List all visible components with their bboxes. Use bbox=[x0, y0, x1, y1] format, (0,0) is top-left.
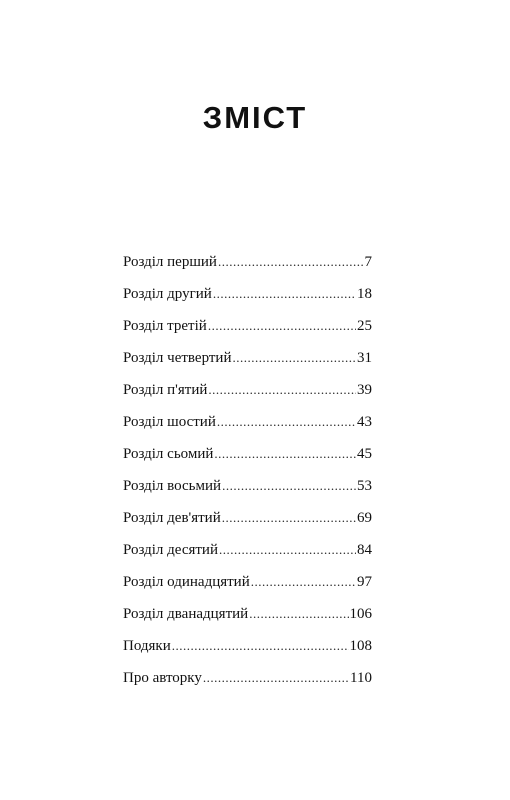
toc-dot-leader bbox=[208, 310, 356, 342]
toc-entry-label: Розділ дванадцятий bbox=[123, 606, 249, 622]
toc-entry[interactable] bbox=[123, 278, 372, 310]
toc-entry-page: 45 bbox=[357, 446, 372, 462]
toc-entry-page: 106 bbox=[349, 606, 372, 622]
toc-entry[interactable] bbox=[123, 566, 372, 598]
toc-entry-label: Розділ шостий bbox=[123, 414, 216, 430]
toc-entry[interactable] bbox=[123, 534, 372, 566]
toc-dot-leader bbox=[172, 630, 349, 662]
toc-dot-leader bbox=[251, 566, 356, 598]
toc-entry[interactable] bbox=[123, 310, 372, 342]
toc-entry-page: 69 bbox=[357, 510, 372, 526]
toc-dot-leader bbox=[222, 502, 356, 534]
toc-entry-label: Розділ одинадцятий bbox=[123, 574, 250, 590]
toc-entry-label: Розділ перший bbox=[123, 254, 217, 270]
toc-entry-label: Розділ сьомий bbox=[123, 446, 214, 462]
toc-entry-page: 7 bbox=[364, 254, 372, 270]
toc-entry[interactable] bbox=[123, 662, 372, 694]
toc-dot-leader bbox=[219, 534, 356, 566]
toc-entry-page: 31 bbox=[357, 350, 372, 366]
toc-entry[interactable] bbox=[123, 598, 372, 630]
toc-dot-leader bbox=[203, 662, 349, 694]
toc-dot-leader bbox=[213, 278, 356, 310]
toc-dot-leader bbox=[232, 342, 356, 374]
toc-entry-label: Подяки bbox=[123, 638, 171, 654]
toc-entry-page: 43 bbox=[357, 414, 372, 430]
toc-entry[interactable] bbox=[123, 502, 372, 534]
toc-entry[interactable] bbox=[123, 246, 372, 278]
page-title: ЗМІСТ bbox=[202, 100, 308, 135]
toc-entry[interactable] bbox=[123, 374, 372, 406]
toc-entry-label: Про авторку bbox=[123, 670, 202, 686]
toc-entry-label: Розділ дев'ятий bbox=[123, 510, 221, 526]
toc-entry[interactable] bbox=[123, 470, 372, 502]
toc-entry-label: Розділ четвертий bbox=[123, 350, 232, 366]
toc-entry-label: Розділ десятий bbox=[123, 542, 218, 558]
toc-entry[interactable] bbox=[123, 438, 372, 470]
toc-entry[interactable] bbox=[123, 630, 372, 662]
toc-entry-page: 25 bbox=[357, 318, 372, 334]
toc-entry-page: 53 bbox=[357, 478, 372, 494]
toc-entry-page: 84 bbox=[357, 542, 372, 558]
toc-entry-page: 108 bbox=[349, 638, 372, 654]
toc-dot-leader bbox=[218, 246, 364, 278]
toc-dot-leader bbox=[222, 470, 356, 502]
toc-entry-label: Розділ третій bbox=[123, 318, 207, 334]
table-of-contents bbox=[123, 246, 372, 694]
toc-dot-leader bbox=[208, 374, 356, 406]
toc-entry[interactable] bbox=[123, 406, 372, 438]
toc-entry-label: Розділ другий bbox=[123, 286, 212, 302]
toc-dot-leader bbox=[214, 438, 356, 470]
toc-entry[interactable] bbox=[123, 342, 372, 374]
toc-dot-leader bbox=[217, 406, 356, 438]
toc-entry-label: Розділ восьмий bbox=[123, 478, 222, 494]
toc-entry-page: 97 bbox=[357, 574, 372, 590]
toc-dot-leader bbox=[249, 598, 348, 630]
toc-entry-page: 110 bbox=[350, 670, 372, 686]
toc-entry-label: Розділ п'ятий bbox=[123, 382, 208, 398]
toc-entry-page: 18 bbox=[357, 286, 372, 302]
toc-entry-page: 39 bbox=[357, 382, 372, 398]
